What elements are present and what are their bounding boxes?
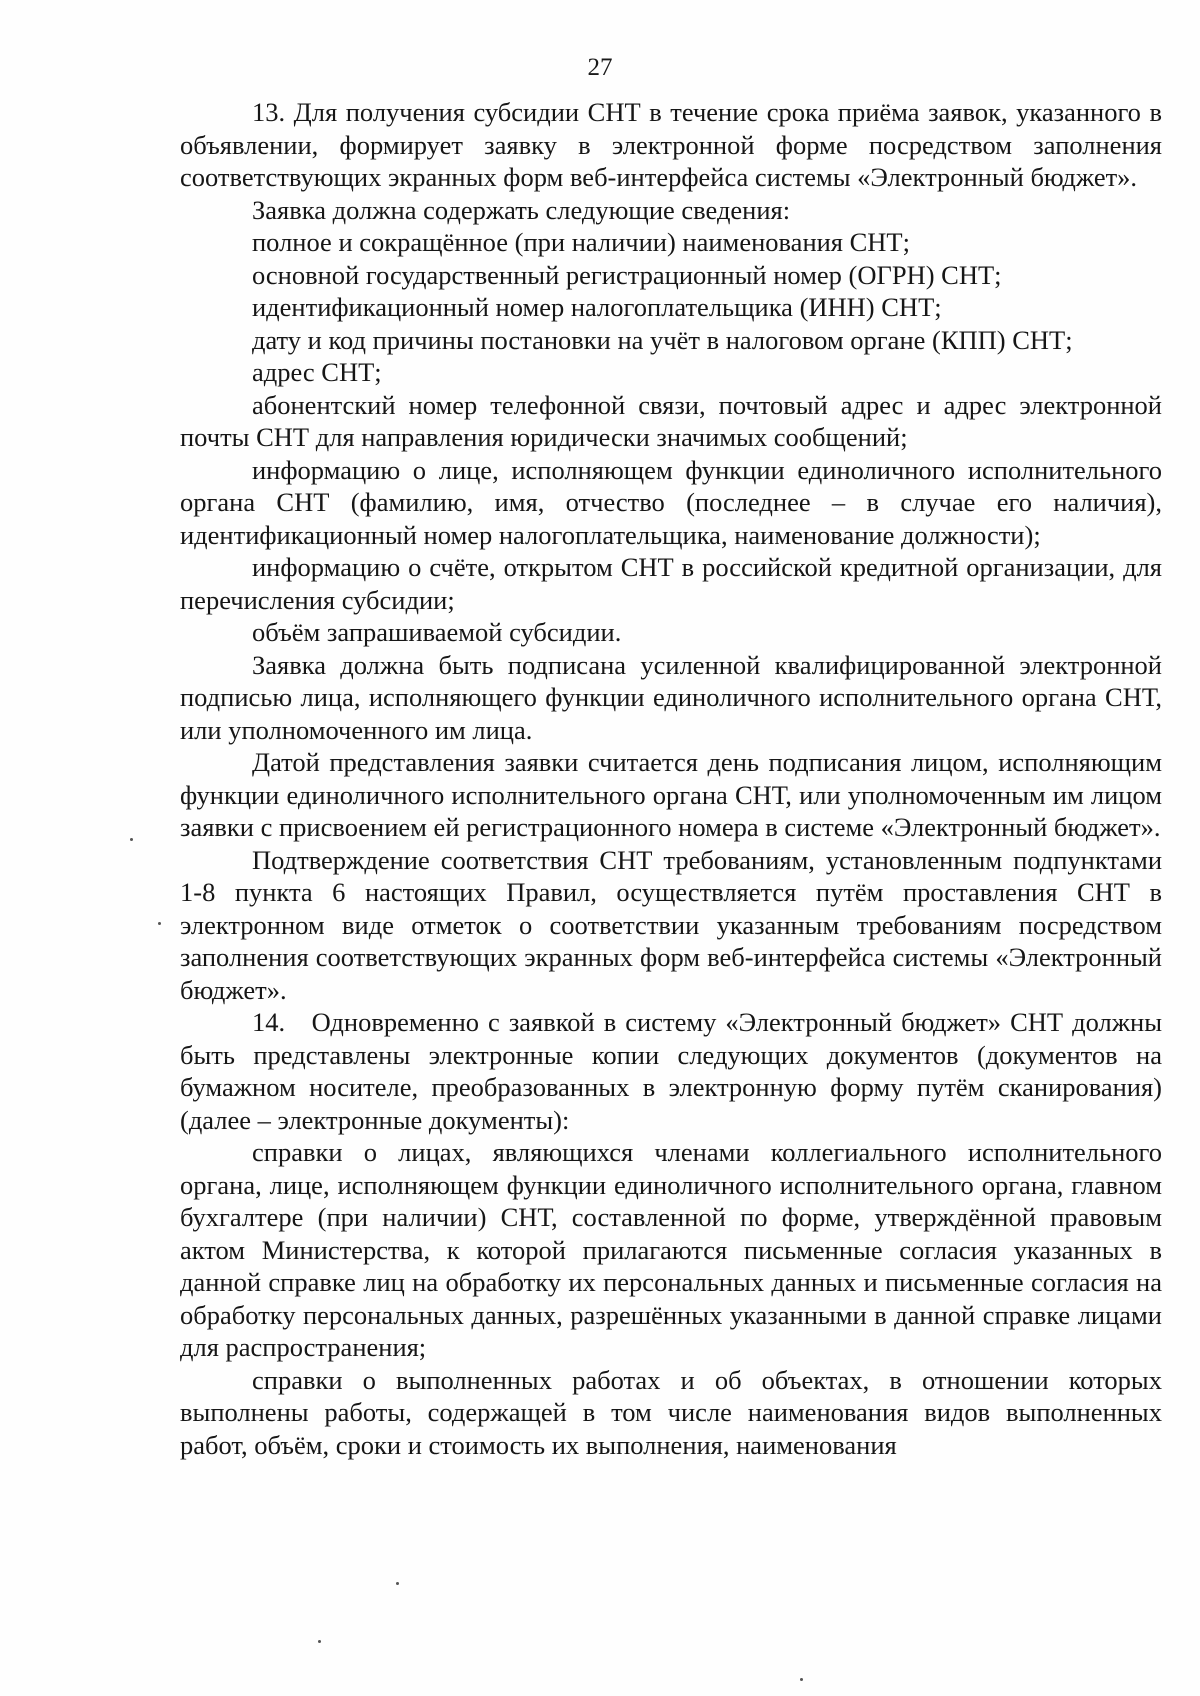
list-item: абонентский номер телефонной связи, почтовый адрес и адрес электронной почты СНТ для направления юридически значимых сообщений; — [180, 389, 1162, 452]
list-item: дату и код причины постановки на учёт в налоговом органе (КПП) СНТ; — [252, 324, 1073, 355]
list-item: объём запрашиваемой субсидии. — [252, 617, 622, 647]
paragraph-item-14: 14. Одновременно с заявкой в систему «Электронный бюджет» СНТ должны быть представлены электронные копии следующих документов (документов на бумажном носителе, преобразованных в электронную форму путём сканирования) (далее – электронные документы): — [180, 1007, 1162, 1135]
scan-speck — [130, 838, 133, 841]
list-item: полное и сокращённое (при наличии) наименования СНТ; — [252, 227, 910, 257]
list-item: информацию о счёте, открытом СНТ в российской кредитной организации, для перечисления субсидии; — [180, 552, 1162, 615]
paragraph-application-contents-intro: Заявка должна содержать следующие сведения: — [252, 194, 791, 225]
scan-speck — [800, 1678, 803, 1681]
scan-speck — [396, 1582, 399, 1585]
list-item: основной государственный регистрационный номер (ОГРН) СНТ; — [252, 259, 1002, 290]
list-item: идентификационный номер налогоплательщика (ИНН) СНТ; — [252, 292, 942, 322]
scan-speck — [158, 922, 161, 925]
scan-speck — [318, 1640, 321, 1643]
page-number: 27 — [587, 54, 613, 81]
list-item: справки о лицах, являющихся членами коллегиального исполнительного органа, лице, исполняющем функции единоличного исполнительного органа, главном бухгалтере (при наличии) СНТ, составленной по форме, утверждённой правовым актом Министерства, к которой прилагаются письменные согласия указанных в данной справке лиц на обработку их персональных данных и письменные согласия на обработку персональных данных, разрешённых указанными в данной справке лицами для распространения; — [180, 1137, 1162, 1362]
paragraph-signature-requirement: Заявка должна быть подписана усиленной квалифицированной электронной подписью лица, исполняющего функции единоличного исполнительного органа СНТ, или уполномоченного им лица. — [180, 649, 1162, 745]
paragraph-submission-date: Датой представления заявки считается день подписания лицом, исполняющим функции единоличного исполнительного органа СНТ, или уполномоченным им лицом заявки с присвоением ей регистрационного номера в системе «Электронный бюджет». — [180, 747, 1162, 842]
list-item: информацию о лице, исполняющем функции единоличного исполнительного органа СНТ (фамилию, имя, отчество (последнее – в случае его наличия), идентификационный номер налогоплательщика, наименование должности); — [180, 454, 1162, 550]
list-item: адрес СНТ; — [252, 357, 382, 387]
paragraph-item-13: 13. Для получения субсидии СНТ в течение срока приёма заявок, указанного в объявлении, формирует заявку в электронной форме посредством заполнения соответствующих экранных форм веб-интерфейса системы «Электронный бюджет». — [180, 97, 1162, 192]
document-body — [180, 96, 1162, 1461]
paragraph-compliance-confirmation: Подтверждение соответствия СНТ требованиям, установленным подпунктами 1-8 пункта 6 настоящих Правил, осуществляется путём проставления СНТ в электронном виде отметок о соответствии указанным требованиям посредством заполнения соответствующих экранных форм веб-интерфейса системы «Электронный бюджет». — [180, 844, 1162, 1005]
list-item: справки о выполненных работах и об объектах, в отношении которых выполнены работы, содержащей в том числе наименования видов выполненных работ, объём, сроки и стоимость их выполнения, наименования — [180, 1364, 1162, 1460]
